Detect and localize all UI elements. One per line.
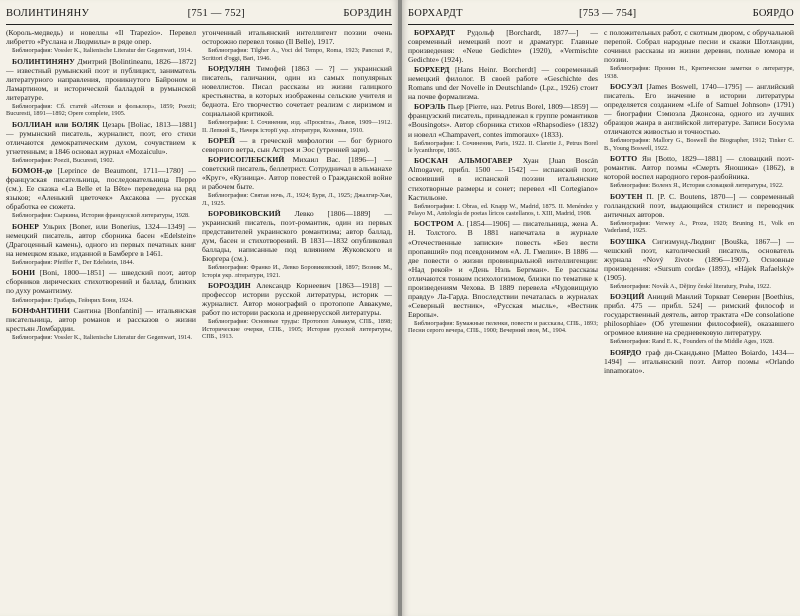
entry-text: Тимофей [1863 — ?] — украинский писатель, галичанин, один из самых популярных новеллистов. Писал рассказы из жизни галицкого крестьянства, в которых изображены сельские учителя и беднота. Его творчество сочетает реализм с лиризмом и социальной критикой.	[202, 63, 392, 119]
entry-text: А. [1854—1906] — писательница, жена А. Н. Толстого. В 1881 напечатала в журнале «Отечественные записки» повесть «Без вести пропавший» под псевдонимом «А. Л. Гмелин». В 1886 — две повести о жизни провинциальной интеллигенции: «Над рекой» и «День Нэль Бергман». Ее рассказы отличаются тонким психологизмом, близки по тематике к произведениям Чехова. В 1889 перевела «Чудовищную правду» Ла-Гарда. Впоследствии печаталась в журналах «Северный вестник», «Русская мысль», «Вестник Европы».	[408, 219, 598, 319]
entry-text: [Leprince de Beaumont, 1711—1780] — французская писательница, последовательница Перро (см.). Ее сказка «La Belle et la Bête» переведена на ряд языков; «Аленький цветочек» Аксакова — русская обработка ее сюжета.	[6, 166, 196, 212]
entry-headword: БОРДУЛЯН	[208, 63, 251, 73]
dictionary-entry	[408, 156, 598, 217]
entry-headword: БОУТЕН	[610, 191, 643, 201]
dictionary-entry	[6, 268, 196, 304]
entry-text: граф ди-Скандьяно [Matteo Boiardo, 1434—1494] — итальянский поэт. Автор поэмы «Orlando innamorato».	[604, 347, 794, 375]
entry-text: [Boni, 1800—1851] — шведский поэт, автор сборников лирических стихотворений и баллад, близких по духу романтизму.	[6, 268, 196, 296]
entry-bibliography: Библиография: Воленх Я., История словацкой литературы, 1922.	[610, 182, 784, 190]
entry-text: Александр Корнеевич [1863—1918] — профессор истории русской литературы, историк — журналист. Автор монографий о протопопе Аввакуме, работ по истории раскола и древнерусской литературы.	[202, 281, 392, 318]
dictionary-entry	[202, 136, 392, 154]
entry-headword: БОЛИНТИНЯНУ	[12, 56, 75, 66]
left-header-last-word: БОРЗДИН	[343, 8, 392, 19]
entry-headword: БОРЕЙ	[208, 136, 235, 145]
entry-text: Хуан [Juan Boscán Almogaver, прибл. 1500 — 1542] — испанский поэт, освоивший в испанской поэзии итальянские стихотворные размеры и сонет; перевел «Il Cortegiano» Кастильоне.	[408, 156, 598, 202]
dictionary-entry	[202, 64, 392, 134]
right-column-2	[604, 28, 794, 616]
dictionary-entry	[604, 154, 794, 190]
entry-text: Рудольф [Borchardt, 1877—] — современный немецкий поэт и драматург. Главные произведения: «Neue Gedichte» (1920), «Vermischte Gedichte» (1924).	[408, 28, 598, 65]
right-header-page-numbers: [753 — 754]	[578, 8, 637, 19]
entry-bibliography: Библиография: Основные труды: Протопоп Аввакум, СПБ., 1898; Исторические очерки, СПБ., 1905; История русской литературы, СПБ., 1913.	[202, 318, 392, 341]
entry-bibliography: Библиография: Rand E. K., Founders of the Middle Ages, 1928.	[610, 338, 774, 346]
entry-bibliography: Библиография: I. Сочинения, Paris, 1922. II. Claretie J., Petrus Borel le lycanthrope, 1865.	[408, 139, 598, 154]
dictionary-entry	[6, 222, 196, 267]
dictionary-entry	[604, 237, 794, 291]
entry-bibliography: Библиография: Пронин Н., Критические заметки о литературе, 1938.	[604, 65, 794, 80]
entry-headword: БОНЕР	[12, 221, 39, 231]
entry-bibliography: Библиография: Сыркина, История французской литературы, 1928.	[12, 212, 190, 220]
entry-bibliography: Библиография: Франко И., Левко Боровиковский, 1897; Возняк М., Історія укр. літератури, 1921.	[202, 264, 392, 279]
dictionary-entry	[408, 65, 598, 101]
right-header-first-word: БОРХАРДТ	[408, 8, 463, 19]
entry-bibliography: Библиография: Tilgher A., Voci del Tempo, Roma, 1923; Pancrazi P., Scrittori d'oggi, Bari, 1946.	[202, 47, 392, 62]
dictionary-entry	[202, 28, 392, 62]
entry-text: Дмитрий [Bolintineanu, 1826—1872] — известный румынский поэт и публицист, заниматель литературного направления, проникнутого Байроном и Ламартином, и исторической балладой в румынской литературе.	[6, 56, 196, 102]
entry-bibliography: Библиография: Бумажные пеленки, повести и рассказы, СПБ., 1893; Песни серого вечера, СПБ., 1900; Вечерний звон, М., 1904.	[408, 319, 598, 335]
right-page-header	[408, 8, 794, 25]
entry-headword: БОРОВИКОВСКИЙ	[208, 209, 281, 219]
entry-text: Цезарь [Boliac, 1813—1881] — румынский писатель, журналист, поэт, его стихи отличаются демократическим духом, сочувствием к угнетенным; в 1846 основал журнал «Mozaiculu».	[6, 119, 196, 156]
entry-headword: БОРИСОГЛЕБСКИЙ	[208, 155, 285, 165]
entry-text: Сигизмунд-Людвиг [Bouška, 1867—] — чешский поэт, католический писатель, основатель журнала «Nový život» (1896—1907). Основные произведения: «Sursum corda» (1893), «Hájek Rafaelský» (1905).	[604, 236, 794, 282]
entry-text: — в греческой мифологии — бог бурного северного ветра, сын Астрея и Эос (утренней зари).	[202, 136, 392, 155]
entry-bibliography: Библиография: I. Obras, ed. Knapp W., Madrid, 1875. II. Menéndez y Pelayo M., Antología de poetas líricos castellanos, t. XIII, Madrid, 1908.	[408, 202, 598, 218]
left-column-2	[202, 28, 392, 616]
left-header-first-word: ВОЛИНТИНЯНУ	[6, 8, 90, 19]
entry-bibliography: Библиография: Сб. статей «Истоки и фольклор», 1859; Poezii; Bucuresti, 1891—1892; Opere complete, 1905.	[6, 102, 196, 118]
left-page	[0, 0, 398, 616]
left-page-header	[6, 8, 392, 25]
entry-headword: БОЭЦИЙ	[610, 292, 645, 302]
entry-bibliography: Библиография: Святая ночь, Л., 1924; Буря, Л., 1925; Джалгир-Хан, Л., 1925.	[202, 192, 392, 207]
dictionary-entry	[6, 120, 196, 165]
entry-bibliography: Библиография: Vossler K., Italienische Literatur der Gegenwart, 1914.	[12, 334, 192, 342]
entry-text: Аниций Манлий Торкват Северин [Boethius, прибл. 475 — прибл. 524] — римский философ и государственный деятель, автор трактата «De consolatione philosophiae» (Об утешении философией), оказавшего огромное влияние на средневековую литературу.	[604, 292, 794, 338]
dictionary-entry	[202, 209, 392, 279]
dictionary-entry	[408, 219, 598, 334]
entry-headword: БОСТРОМ	[414, 219, 454, 229]
entry-headword: БОРХЕРД	[414, 65, 450, 75]
entry-text: [James Boswell, 1740—1795] — английский писатель. Его значение в истории литературы определяется созданием «Life of Samuel Johnson» (1791) — биографии Сэмюэла Джонсона, одного из лучших образцов жанра в английской литературе. Записи Босуэла отличаются живостью и точностью.	[604, 82, 794, 137]
entry-text: (Король-медведь) и новеллы «Il Trapezio». Перевел либретто «Руслана и Людмилы» в ряде опер.	[6, 28, 196, 47]
entry-text: Ульрих [Boner, или Bonerius, 1324—1349] — немецкий писатель, автор сборника басен «Edelstein» (Драгоценный камень), одного из первых печатных книг на немецком языке, изданной в Бамберге в 1461.	[6, 221, 196, 258]
entry-bibliography: Библиография: Verwey A., Proza, 1920; Bruning H., Volk en Vaderland, 1925.	[604, 219, 794, 235]
dictionary-entry	[408, 102, 598, 154]
entry-bibliography: Библиография: Poezii, Bucuresti, 1902.	[12, 156, 115, 164]
entry-bibliography: Библиография: I. Сочинения, изд. «Просвіта», Львов, 1909—1912. II. Лепкий Б., Начерк історії укр. літератури, Коломия, 1910.	[202, 119, 392, 134]
left-column-1	[6, 28, 196, 616]
dictionary-entry	[604, 28, 794, 80]
dictionary-entry	[604, 348, 794, 375]
dictionary-entry	[202, 155, 392, 207]
entry-bibliography: Библиография: Mallory G., Boswell the Biographer, 1912; Tinker C. B., Young Boswell, 1922.	[604, 137, 794, 152]
dictionary-entry	[6, 166, 196, 220]
entry-headword: БОТТО	[610, 154, 638, 164]
entry-bibliography: Библиография: Novák A., Dějiny české literatury, Praha, 1922.	[610, 282, 771, 290]
entry-text: Пьер [Pierre, наз. Petrus Borel, 1809—1859] — французский писатель, принадлежал к группе романтиков «Bousingots». Автор сборника стихов «Rhapsodies» (1832) и новелл «Champavert, contes immoraux» (1833).	[408, 102, 598, 139]
entry-text: Левко [1806—1889] — украинский писатель, поэт-романтик, один из первых представителей украинского романтизма; автор баллад, дум, басен и стихотворений. В 1831—1832 опубликовал баллады, написанные под влиянием Жуковского и Бюргера (см.).	[202, 209, 392, 264]
dictionary-entry	[604, 192, 794, 235]
entry-headword: БОМОН-де	[12, 166, 53, 176]
left-header-page-numbers: [751 — 752]	[187, 8, 246, 19]
entry-headword: БОРОЗДИН	[208, 281, 251, 291]
entry-headword: БОСКАН АЛЬМОГАВЕР	[414, 156, 513, 166]
entry-text: Ян [Botto, 1829—1881] — словацкий поэт-романтик. Автор поэмы «Смерть Яношика» (1862), в которой воспел народного героя-разбойника.	[604, 154, 794, 182]
entry-headword: БОРХАРДТ	[414, 28, 455, 37]
entry-text: Сантина [Bonfantini] — итальянская писательница, автор романов и рассказов о жизни крестьян Ломбардии.	[6, 305, 196, 334]
entry-headword: БОНФАНТИНИ	[12, 305, 71, 315]
entry-text: с положительных работ, с скотным двором, с обручальной перепой. Собрал народные песни и сказки Шотландии, сочинил рассказы из жизни деревни, полные юмора и поэзии.	[604, 28, 794, 65]
right-column-1	[408, 28, 598, 616]
right-page	[402, 0, 800, 616]
entry-headword: БОЯРДО	[610, 347, 642, 357]
entry-headword: БОНИ	[12, 268, 36, 278]
entry-headword: БОУШКА	[610, 236, 646, 246]
dictionary-entry	[604, 82, 794, 152]
entry-headword: БОЛЛИАН или БОЛЯК	[12, 119, 100, 129]
entry-headword: БОРЭЛЬ	[414, 102, 446, 112]
entry-headword: БОСУЭЛ	[610, 82, 643, 91]
right-header-last-word: БОЯРДО	[752, 8, 794, 19]
dictionary-entry	[6, 47, 196, 54]
entry-text: П. [P. C. Boutens, 1870—] — современный голландский поэт, выдающийся стилист и переводчик античных авторов.	[604, 191, 794, 219]
dictionary-entry	[408, 28, 598, 64]
dictionary-entry	[202, 281, 392, 340]
dictionary-entry	[6, 306, 196, 342]
entry-bibliography: Библиография: Vossler K., Italienische Literatur der Gegenwart, 1914.	[12, 47, 192, 55]
entry-text: угонченный итальянский интеллигент поэзии очень осторожно перевел тонко (Il Belle), 1917.	[202, 28, 392, 47]
entry-text: Михаил Вас. [1896—] — советский писатель, беллетрист. Сотрудничал в альманахе «Круг», «Кузница». Автор повестей о Гражданской войне и рабочем быте.	[202, 155, 392, 192]
dictionary-entry	[6, 57, 196, 118]
dictionary-entry	[6, 28, 196, 46]
entry-bibliography: Библиография: Pfeiffer F., Der Edelstein, 1844.	[12, 258, 135, 266]
entry-text: [Hans Heinr. Borcherdt] — современный немецкий филолог. В своей работе «Geschichte des Romans und der Novelle in Deutschland» (Lpz., 1926) стоит на почве формализма.	[408, 65, 598, 102]
entry-bibliography: Библиография: Грабарь, Гейнрих Бони, 1924.	[12, 296, 133, 304]
dictionary-entry	[604, 292, 794, 346]
